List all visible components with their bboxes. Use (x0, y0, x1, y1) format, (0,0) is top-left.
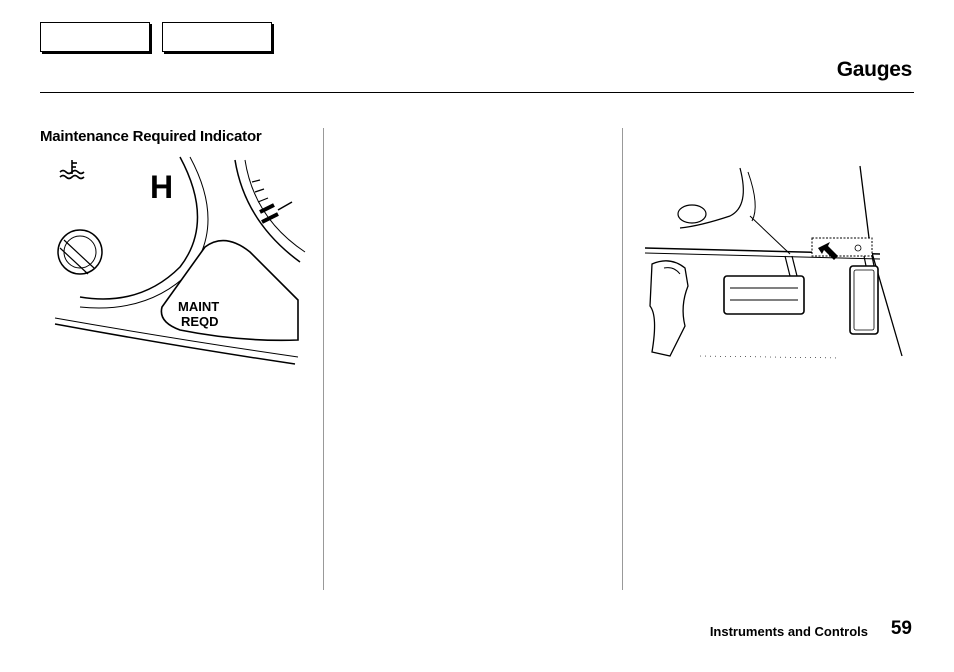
nav-tab-1[interactable] (40, 22, 150, 52)
section-heading: Maintenance Required Indicator (40, 128, 262, 145)
page-title: Gauges (836, 58, 912, 81)
indicator-label-reqd: REQD (181, 314, 219, 329)
page-number: 59 (890, 618, 912, 639)
column-divider-right (622, 128, 623, 590)
header-rule (40, 92, 914, 93)
column-divider-left (323, 128, 324, 590)
nav-tab-2[interactable] (162, 22, 272, 52)
maint-reqd-gauge-illustration (40, 152, 310, 366)
footer-section-name: Instruments and Controls (709, 624, 868, 639)
indicator-label-maint: MAINT (178, 299, 220, 314)
hot-mark: H (150, 169, 174, 205)
pedal-area-illustration (640, 156, 910, 362)
